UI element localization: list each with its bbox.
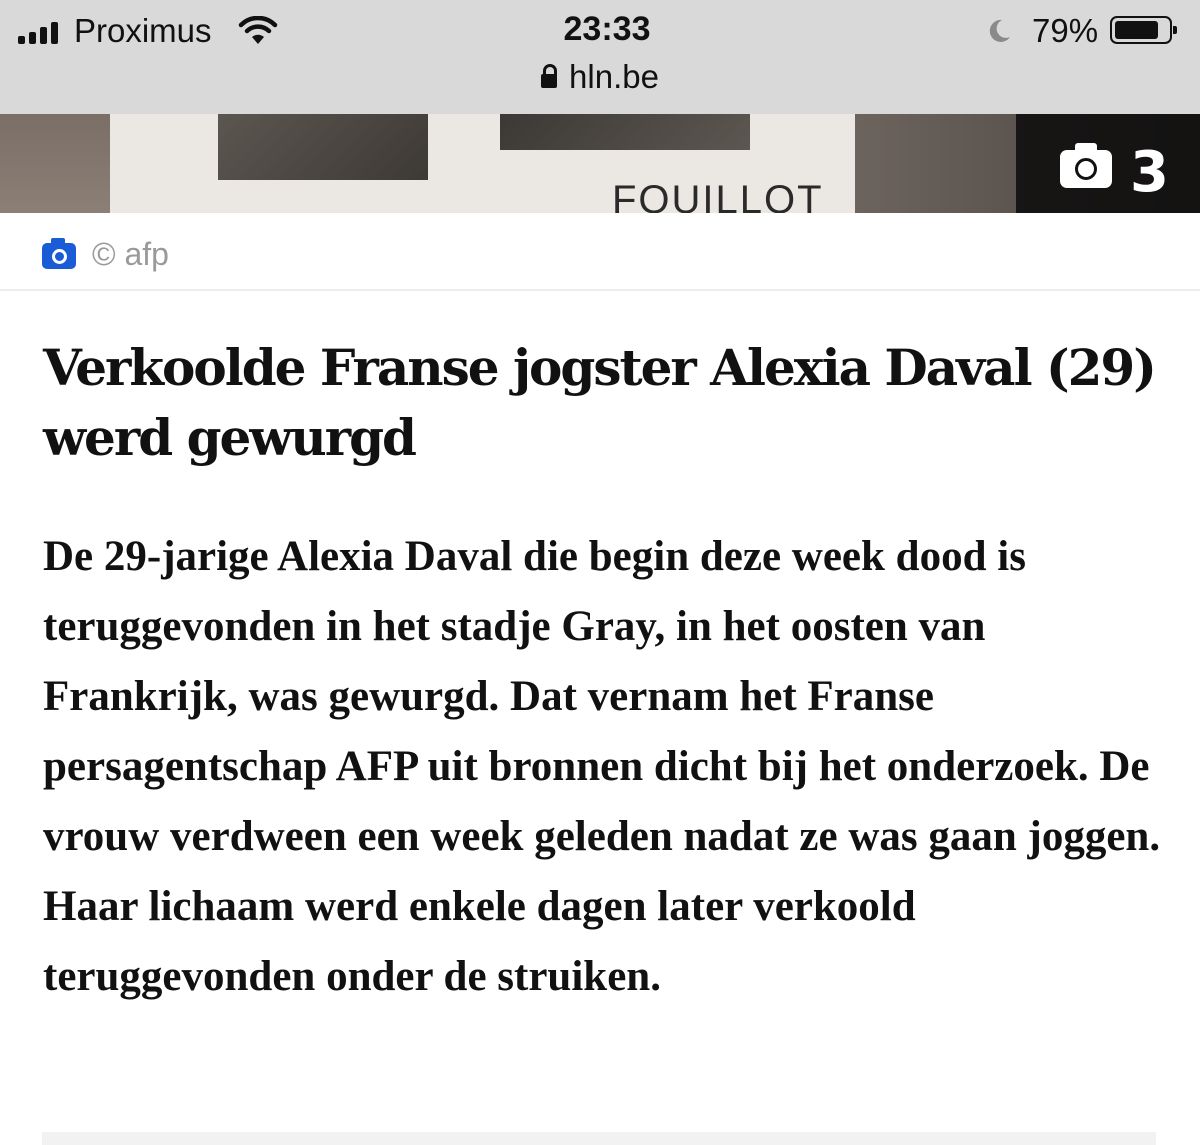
status-bar (0, 0, 1200, 115)
gallery-count: 3 (1130, 140, 1169, 205)
photo-gallery-button[interactable] (1016, 114, 1200, 213)
divider (0, 289, 1200, 291)
article-headline: Verkoolde Franse jogster Alexia Daval (29) werd gewurgd (43, 338, 1155, 467)
hero-image-photo (500, 114, 750, 150)
url-text: hln.be (569, 58, 659, 95)
hero-image-photo (218, 114, 428, 180)
battery-icon (1110, 16, 1172, 44)
photo-credit (42, 236, 169, 272)
camera-icon (42, 243, 76, 269)
battery-percent: 79% (1032, 12, 1099, 49)
address-bar[interactable] (0, 58, 1200, 96)
do-not-disturb-moon-icon (986, 18, 1012, 44)
photo-credit-text: © afp (92, 235, 169, 272)
lock-icon (541, 74, 557, 88)
battery-fill (1115, 21, 1158, 39)
hero-board-text: FOUILLOT (612, 178, 824, 213)
carrier-name: Proximus (74, 12, 212, 49)
camera-icon (1060, 150, 1112, 188)
clock: 23:33 (563, 10, 651, 48)
hero-image-shade (0, 114, 110, 213)
next-content-box (42, 1132, 1156, 1145)
article-lead: De 29-jarige Alexia Daval die begin deze week dood is teruggevonden in het stadje Gray, in het oosten van Frankrijk, was gewurgd. Dat vernam het Franse persagentschap AFP uit bronnen dicht bij het onderzoek. De vrouw verdween een week geleden nadat ze was gaan joggen. Haar lichaam werd enkele dagen later verkoold teruggevonden onder de struiken. (43, 533, 1161, 1000)
